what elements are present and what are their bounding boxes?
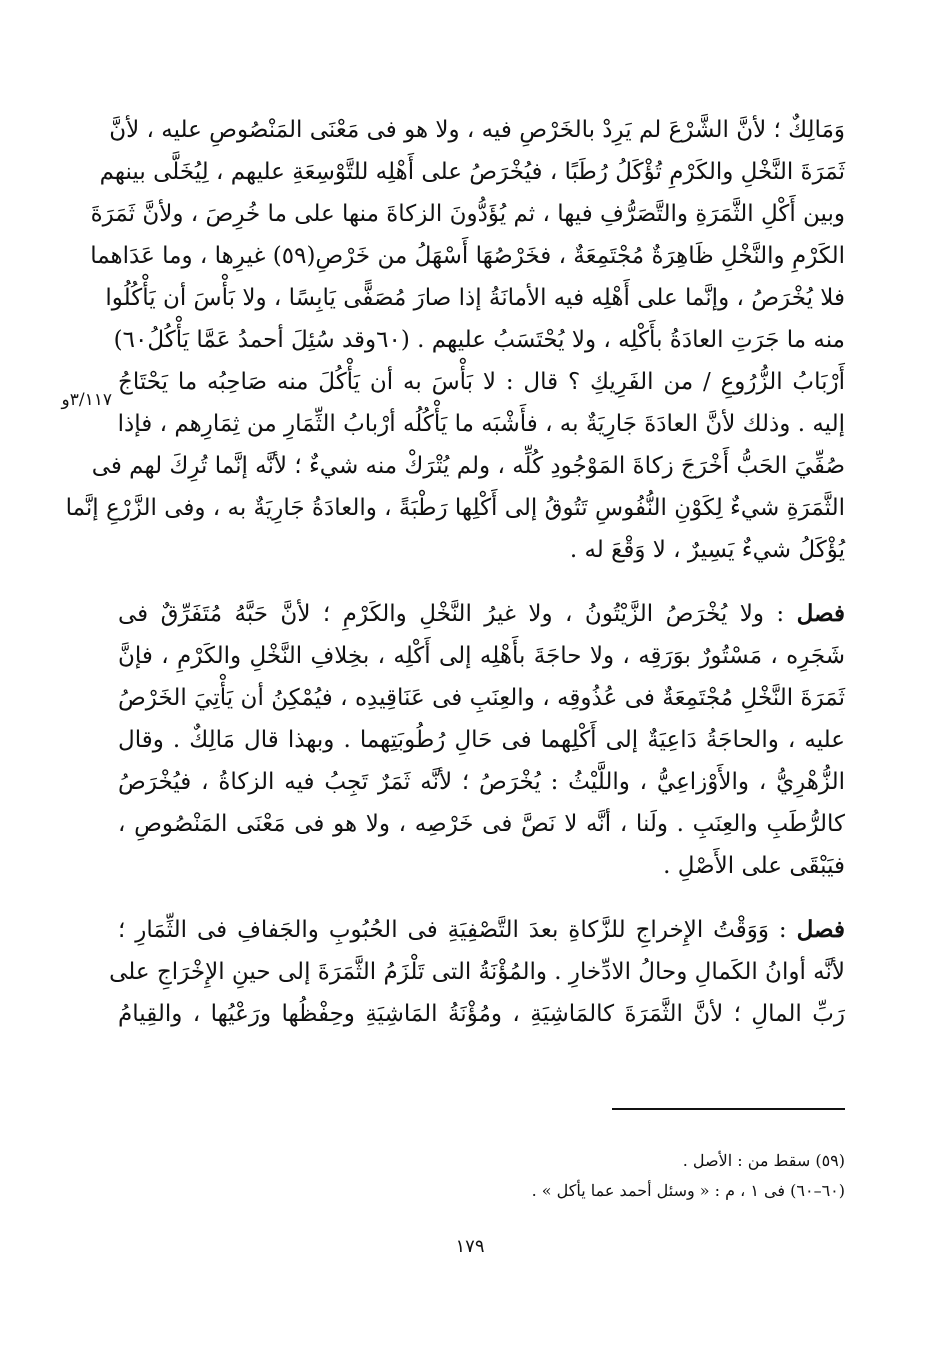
text-line: شَجَرِه ، مَسْتُورٌ بوَرَقِه ، ولا حاجَةَ بأَهْلِه إلى أَكْلِه ، بخِلافِ النَّخْلِ والكَرْمِ ، فإنَّ: [118, 643, 845, 669]
text-line: منه ما جَرَتِ العادَةُ بأَكْلِه ، ولا يُحْتَسَبُ عليهم . (٦٠وقد سُئِلَ أحمدُ عَمَّا يَأْكُلُ٦٠): [113, 327, 845, 353]
text-line: أَرْبَابُ الزُّرُوعِ / من الفَرِيكِ ؟ قال : لا بَأْسَ به أن يَأْكُلَ منه صَاحِبُه ما يَحْتَاجُ: [118, 369, 845, 395]
text-line: الكَرْمِ والنَّخْلِ ظَاهِرَةٌ مُجْتَمِعَةٌ ، فخَرْصُهَا أَسْهَلُ من خَرْصِ(٥٩) غيرِها ، وما عَدَاهما: [90, 243, 845, 269]
text-line: فصل : وَوَقْتُ الإِخراجِ للزَّكاةِ بعدَ التَّصْفِيَةِ فى الحُبُوبِ والجَفافِ فى الثِّمَارِ ؛: [118, 916, 845, 943]
text-line: وبين أَكْلِ الثَّمَرَةِ والتَّصَرُّفِ فيها ، ثم يُؤَدُّونَ الزكاةَ منها على ما خُرِصَ ، ولأنَّ ثَمَرَةَ: [90, 201, 845, 227]
text-line: فلا يُخْرَصُ ، وإنَّما على أَهْلِه فيه الأمانَةُ إذا صارَ مُصَفًّى يَابِسًا ، ولا بَأْسَ أن يَأْكُلُوا: [105, 285, 845, 311]
text-line: كالرُّطَبِ والعِنَبِ . ولَنا ، أنَّه لا نَصَّ فى خَرْصِه ، ولا هو فى مَعْنَى المَنْصُوصِ ،: [118, 811, 845, 837]
text-line: صُفِّيَ الحَبُّ أَخْرَجَ زكاةَ المَوْجُودِ كُلِّه ، ولم يُتْرَكْ منه شيءٌ ؛ لأنَّه إنَّما تُرِكَ لهم فى: [91, 453, 845, 479]
text-line: فيَبْقَى على الأَصْلِ .: [663, 853, 845, 879]
text-line: وَمَالِكٌ ؛ لأنَّ الشَّرْعَ لم يَرِدْ بالخَرْصِ فيه ، ولا هو فى مَعْنَى المَنْصُوصِ عليه ، لأنَّ: [109, 117, 845, 143]
section-heading: فصل: [796, 600, 845, 627]
margin-folio-note: ٣/١١٧و: [61, 390, 112, 410]
text-line: يُؤْكَلُ شيءٌ يَسِيرٌ ، لا وَقْعَ له .: [569, 537, 845, 563]
text-line: لأنَّه أوانُ الكَمالِ وحالُ الادِّخارِ . والمُؤْنَةُ التى تَلْزَمُ الثَّمَرَةَ إلى حينِ الإِخْرَاجِ على: [109, 959, 845, 985]
footnote: (٦٠–٦٠) فى ١ ، م : « وسئل أحمد عما يأكل » .: [531, 1181, 845, 1200]
text-line: الزُّهْرِيُّ ، والأَوْزاعِيُّ ، واللَّيْثُ : يُخْرَصُ ؛ لأنَّه ثَمَرٌ تَجِبُ فيه الزكاةُ ، فيُخْرَصُ: [118, 769, 845, 795]
footnote-separator: [612, 1108, 845, 1110]
text-line: فصل : ولا يُخْرَصُ الزَّيْتُونُ ، ولا غيرُ النَّخْلِ والكَرْمِ ؛ لأنَّ حَبَّهُ مُتَفَرِّقٌ فى: [118, 600, 845, 627]
page-number: ١٧٩: [455, 1236, 485, 1257]
footnote: (٥٩) سقط من : الأصل .: [682, 1151, 845, 1170]
text-line: الثَّمَرَةِ شيءٌ لِكَوْنِ النُّفُوسِ تَتُوقُ إلى أَكْلِها رَطْبَةً ، والعادَةُ جَارِيَةٌ به ، وفى الزَّرْعِ إنَّما: [65, 495, 845, 521]
text-line: ثَمَرَةَ النَّخْلِ مُجْتَمِعَةٌ فى عُذُوقِه ، والعِنَبِ فى عَنَاقِيدِه ، فيُمْكِنُ أن يَأْتِيَ الخَرْصُ: [118, 685, 845, 711]
text-line: عليه ، والحاجَةُ دَاعِيَةٌ إلى أَكْلِهما فى حَالِ رُطُوبَتِهما . وبهذا قال مَالِكٌ . وقال: [118, 727, 845, 753]
text-line: رَبِّ المالِ ؛ لأنَّ الثَّمَرَةَ كالمَاشِيَةِ ، ومُؤْنَةُ المَاشِيَةِ وحِفْظُها ورَعْيُها ، والقِيامُ: [118, 1001, 845, 1027]
text-line: إليه . وذلك لأنَّ العادَةَ جَارِيَةٌ به ، فأَشْبَه ما يَأْكُلُه أرْبابُ الثِّمَارِ من ثِمَارِهم ، فإذا: [117, 411, 845, 437]
section-heading: فصل: [796, 916, 845, 943]
text-line: ثَمَرَةَ النَّخْلِ والكَرْمِ تُؤْكَلُ رُطَبًا ، فيُخْرَصُ على أَهْلِه للتَّوْسِعَةِ عليهم ، لِيُخَلَّى بينهم: [99, 159, 845, 185]
